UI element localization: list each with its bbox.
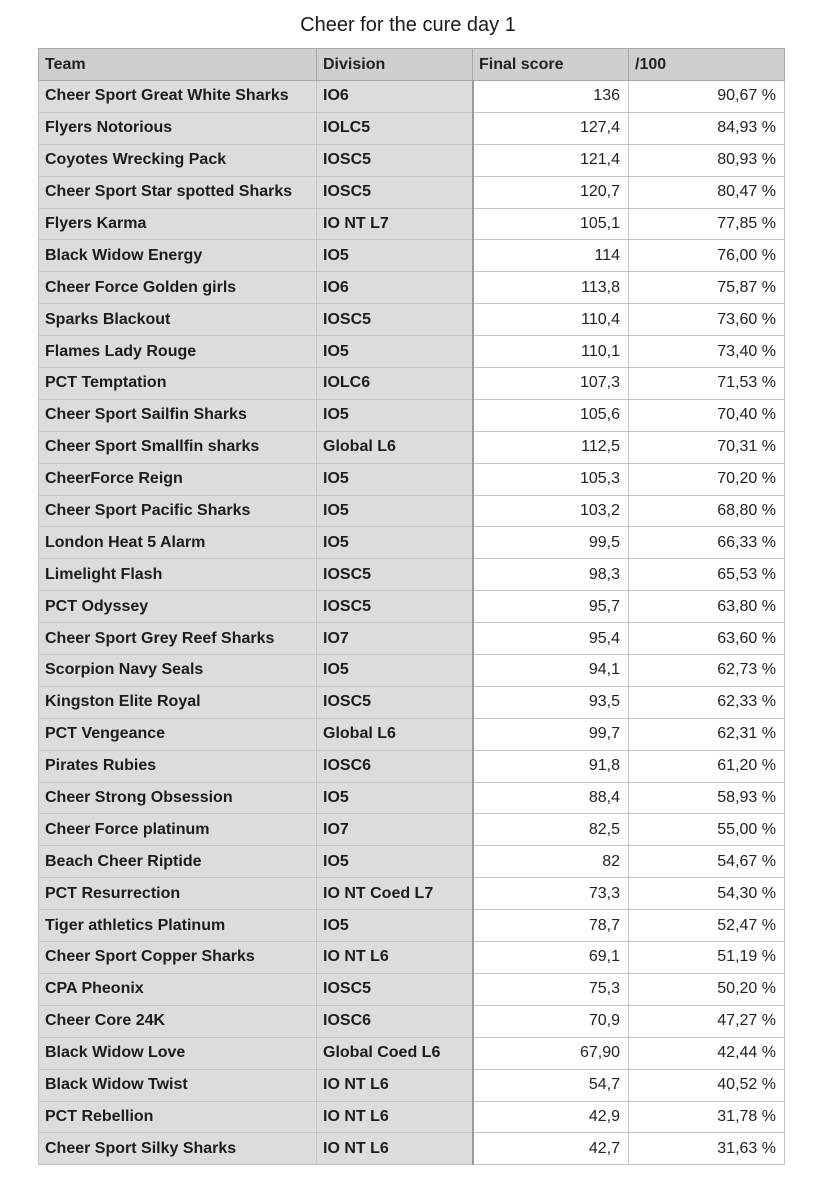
percentage-cell: 70,20 % xyxy=(629,463,785,495)
division-cell: IO5 xyxy=(317,240,473,272)
table-row xyxy=(39,1005,785,1037)
percentage-cell: 31,63 % xyxy=(629,1133,785,1165)
final-score-cell: 67,90 xyxy=(473,1037,629,1069)
percentage-cell: 71,53 % xyxy=(629,368,785,400)
percentage-cell: 84,93 % xyxy=(629,112,785,144)
division-cell: IO NT L7 xyxy=(317,208,473,240)
team-cell: Tiger athletics Platinum xyxy=(39,910,317,942)
table-row xyxy=(39,686,785,718)
percentage-cell: 65,53 % xyxy=(629,559,785,591)
column-header-final-score: Final score xyxy=(473,49,629,81)
final-score-cell: 105,1 xyxy=(473,208,629,240)
team-cell: Cheer Strong Obsession xyxy=(39,782,317,814)
percentage-cell: 63,80 % xyxy=(629,591,785,623)
column-header-team: Team xyxy=(39,49,317,81)
team-cell: PCT Vengeance xyxy=(39,718,317,750)
percentage-cell: 63,60 % xyxy=(629,623,785,655)
team-cell: Cheer Sport Copper Sharks xyxy=(39,942,317,974)
final-score-cell: 70,9 xyxy=(473,1005,629,1037)
table-row xyxy=(39,1069,785,1101)
division-cell: IO NT L6 xyxy=(317,1133,473,1165)
table-row xyxy=(39,718,785,750)
team-cell: Scorpion Navy Seals xyxy=(39,655,317,687)
percentage-cell: 62,73 % xyxy=(629,655,785,687)
team-cell: Cheer Sport Pacific Sharks xyxy=(39,495,317,527)
percentage-cell: 62,33 % xyxy=(629,686,785,718)
table-row xyxy=(39,973,785,1005)
team-cell: Cheer Core 24K xyxy=(39,1005,317,1037)
percentage-cell: 42,44 % xyxy=(629,1037,785,1069)
division-cell: IOSC5 xyxy=(317,559,473,591)
final-score-cell: 127,4 xyxy=(473,112,629,144)
percentage-cell: 55,00 % xyxy=(629,814,785,846)
percentage-cell: 73,60 % xyxy=(629,304,785,336)
division-cell: IO5 xyxy=(317,463,473,495)
table-row xyxy=(39,527,785,559)
table-row xyxy=(39,846,785,878)
column-header-division: Division xyxy=(317,49,473,81)
division-cell: IO5 xyxy=(317,910,473,942)
final-score-cell: 105,6 xyxy=(473,399,629,431)
team-cell: Flyers Notorious xyxy=(39,112,317,144)
percentage-cell: 66,33 % xyxy=(629,527,785,559)
division-cell: IO5 xyxy=(317,399,473,431)
team-cell: PCT Resurrection xyxy=(39,878,317,910)
table-row xyxy=(39,655,785,687)
table-row xyxy=(39,368,785,400)
results-table xyxy=(38,48,785,1165)
table-row xyxy=(39,1133,785,1165)
percentage-cell: 90,67 % xyxy=(629,81,785,113)
team-cell: Black Widow Love xyxy=(39,1037,317,1069)
division-cell: IO NT L6 xyxy=(317,1101,473,1133)
division-cell: IO NT L6 xyxy=(317,1069,473,1101)
final-score-cell: 54,7 xyxy=(473,1069,629,1101)
final-score-cell: 98,3 xyxy=(473,559,629,591)
division-cell: IOSC5 xyxy=(317,144,473,176)
team-cell: Cheer Force Golden girls xyxy=(39,272,317,304)
percentage-cell: 80,93 % xyxy=(629,144,785,176)
percentage-cell: 50,20 % xyxy=(629,973,785,1005)
final-score-cell: 69,1 xyxy=(473,942,629,974)
percentage-cell: 70,31 % xyxy=(629,431,785,463)
final-score-cell: 99,7 xyxy=(473,718,629,750)
team-cell: Cheer Force platinum xyxy=(39,814,317,846)
final-score-cell: 73,3 xyxy=(473,878,629,910)
division-cell: IO6 xyxy=(317,272,473,304)
final-score-cell: 105,3 xyxy=(473,463,629,495)
team-cell: Cheer Sport Grey Reef Sharks xyxy=(39,623,317,655)
division-cell: IOSC6 xyxy=(317,1005,473,1037)
team-cell: Cheer Sport Sailfin Sharks xyxy=(39,399,317,431)
team-cell: Cheer Sport Star spotted Sharks xyxy=(39,176,317,208)
division-cell: IOSC5 xyxy=(317,591,473,623)
table-row xyxy=(39,1101,785,1133)
percentage-cell: 31,78 % xyxy=(629,1101,785,1133)
division-cell: IO5 xyxy=(317,655,473,687)
final-score-cell: 94,1 xyxy=(473,655,629,687)
final-score-cell: 110,4 xyxy=(473,304,629,336)
percentage-cell: 70,40 % xyxy=(629,399,785,431)
final-score-cell: 120,7 xyxy=(473,176,629,208)
division-cell: IO5 xyxy=(317,527,473,559)
division-cell: IOSC5 xyxy=(317,686,473,718)
final-score-cell: 113,8 xyxy=(473,272,629,304)
final-score-cell: 88,4 xyxy=(473,782,629,814)
table-row xyxy=(39,623,785,655)
final-score-cell: 82 xyxy=(473,846,629,878)
division-cell: Global L6 xyxy=(317,431,473,463)
final-score-cell: 93,5 xyxy=(473,686,629,718)
division-cell: IO5 xyxy=(317,846,473,878)
table-row xyxy=(39,240,785,272)
division-cell: IO7 xyxy=(317,814,473,846)
table-row xyxy=(39,814,785,846)
table-row xyxy=(39,399,785,431)
table-row xyxy=(39,782,785,814)
division-cell: IOSC5 xyxy=(317,176,473,208)
team-cell: Beach Cheer Riptide xyxy=(39,846,317,878)
division-cell: IOSC6 xyxy=(317,750,473,782)
division-cell: IOLC5 xyxy=(317,112,473,144)
final-score-cell: 78,7 xyxy=(473,910,629,942)
final-score-cell: 112,5 xyxy=(473,431,629,463)
table-row xyxy=(39,750,785,782)
table-row xyxy=(39,112,785,144)
team-cell: CheerForce Reign xyxy=(39,463,317,495)
table-row xyxy=(39,559,785,591)
team-cell: Cheer Sport Smallfin sharks xyxy=(39,431,317,463)
final-score-cell: 95,4 xyxy=(473,623,629,655)
team-cell: CPA Pheonix xyxy=(39,973,317,1005)
division-cell: IOSC5 xyxy=(317,304,473,336)
division-cell: IO5 xyxy=(317,336,473,368)
team-cell: Cheer Sport Silky Sharks xyxy=(39,1133,317,1165)
table-row xyxy=(39,431,785,463)
percentage-cell: 61,20 % xyxy=(629,750,785,782)
team-cell: Pirates Rubies xyxy=(39,750,317,782)
percentage-cell: 51,19 % xyxy=(629,942,785,974)
final-score-cell: 82,5 xyxy=(473,814,629,846)
division-cell: IOLC6 xyxy=(317,368,473,400)
division-cell: IO6 xyxy=(317,81,473,113)
final-score-cell: 103,2 xyxy=(473,495,629,527)
team-cell: Black Widow Energy xyxy=(39,240,317,272)
final-score-cell: 42,7 xyxy=(473,1133,629,1165)
column-header-per100: /100 xyxy=(629,49,785,81)
team-cell: Flyers Karma xyxy=(39,208,317,240)
team-cell: PCT Odyssey xyxy=(39,591,317,623)
team-cell: PCT Temptation xyxy=(39,368,317,400)
division-cell: Global Coed L6 xyxy=(317,1037,473,1069)
team-cell: Sparks Blackout xyxy=(39,304,317,336)
table-row xyxy=(39,208,785,240)
final-score-cell: 42,9 xyxy=(473,1101,629,1133)
header-row xyxy=(39,49,785,81)
team-cell: London Heat 5 Alarm xyxy=(39,527,317,559)
final-score-cell: 107,3 xyxy=(473,368,629,400)
table-row xyxy=(39,495,785,527)
table-row xyxy=(39,591,785,623)
team-cell: Black Widow Twist xyxy=(39,1069,317,1101)
table-row xyxy=(39,910,785,942)
percentage-cell: 58,93 % xyxy=(629,782,785,814)
division-cell: IO7 xyxy=(317,623,473,655)
percentage-cell: 80,47 % xyxy=(629,176,785,208)
page-title: Cheer for the cure day 1 xyxy=(300,14,516,36)
percentage-cell: 62,31 % xyxy=(629,718,785,750)
final-score-cell: 110,1 xyxy=(473,336,629,368)
table-row xyxy=(39,336,785,368)
percentage-cell: 77,85 % xyxy=(629,208,785,240)
final-score-cell: 91,8 xyxy=(473,750,629,782)
table-row xyxy=(39,878,785,910)
table-row xyxy=(39,176,785,208)
percentage-cell: 52,47 % xyxy=(629,910,785,942)
division-cell: IO NT Coed L7 xyxy=(317,878,473,910)
final-score-cell: 75,3 xyxy=(473,973,629,1005)
table-row xyxy=(39,304,785,336)
table-row xyxy=(39,463,785,495)
table-row xyxy=(39,1037,785,1069)
table-row xyxy=(39,81,785,113)
final-score-cell: 136 xyxy=(473,81,629,113)
percentage-cell: 75,87 % xyxy=(629,272,785,304)
table-row xyxy=(39,272,785,304)
percentage-cell: 54,30 % xyxy=(629,878,785,910)
team-cell: Kingston Elite Royal xyxy=(39,686,317,718)
table-row xyxy=(39,942,785,974)
final-score-cell: 95,7 xyxy=(473,591,629,623)
division-cell: IOSC5 xyxy=(317,973,473,1005)
team-cell: Flames Lady Rouge xyxy=(39,336,317,368)
final-score-cell: 114 xyxy=(473,240,629,272)
team-cell: PCT Rebellion xyxy=(39,1101,317,1133)
final-score-cell: 121,4 xyxy=(473,144,629,176)
percentage-cell: 54,67 % xyxy=(629,846,785,878)
final-score-cell: 99,5 xyxy=(473,527,629,559)
team-cell: Coyotes Wrecking Pack xyxy=(39,144,317,176)
division-cell: IO5 xyxy=(317,495,473,527)
division-cell: IO NT L6 xyxy=(317,942,473,974)
percentage-cell: 73,40 % xyxy=(629,336,785,368)
team-cell: Cheer Sport Great White Sharks xyxy=(39,81,317,113)
division-cell: IO5 xyxy=(317,782,473,814)
percentage-cell: 47,27 % xyxy=(629,1005,785,1037)
team-cell: Limelight Flash xyxy=(39,559,317,591)
percentage-cell: 40,52 % xyxy=(629,1069,785,1101)
percentage-cell: 68,80 % xyxy=(629,495,785,527)
division-cell: Global L6 xyxy=(317,718,473,750)
percentage-cell: 76,00 % xyxy=(629,240,785,272)
table-row xyxy=(39,144,785,176)
